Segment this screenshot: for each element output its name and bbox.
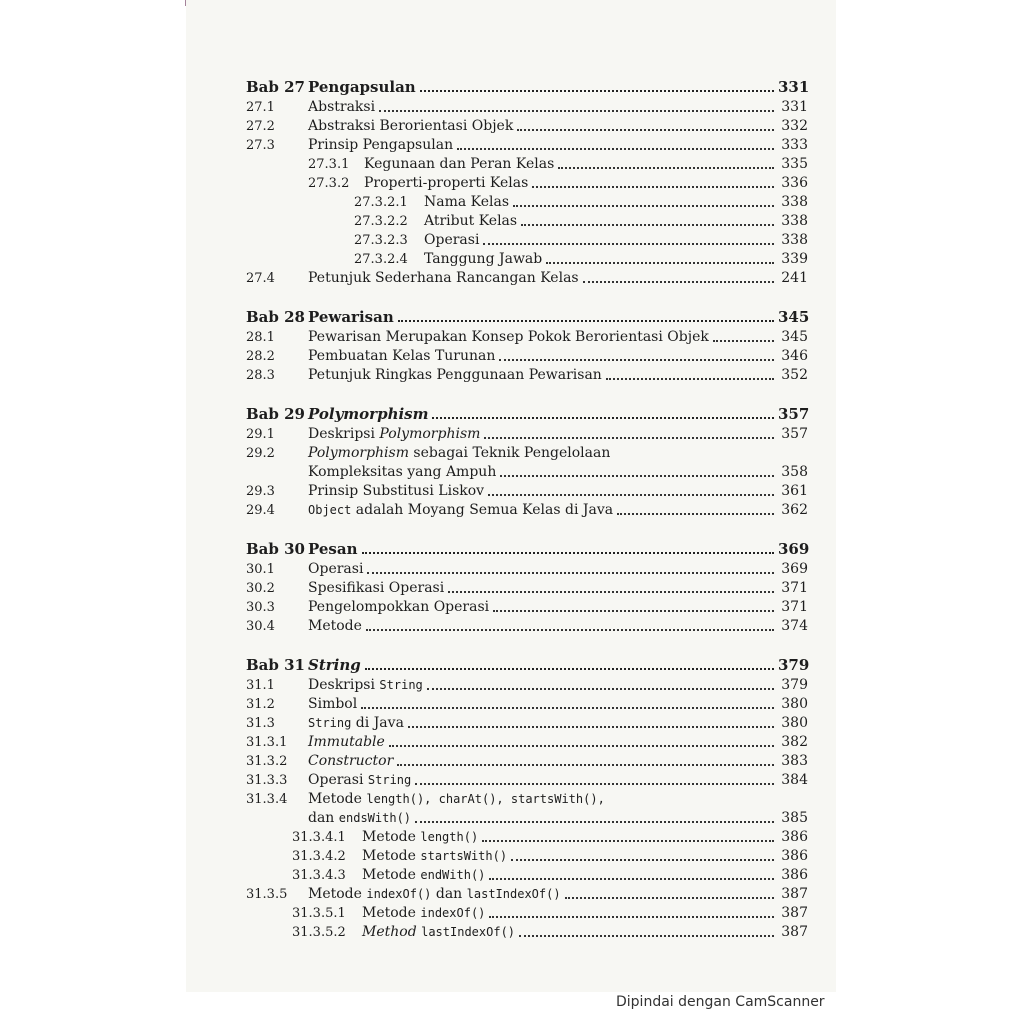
- dot-leader: [457, 148, 774, 150]
- entry-title: Abstraksi: [308, 99, 376, 115]
- toc-entry: [246, 444, 808, 463]
- chapter-31-section: [246, 656, 808, 942]
- toc-entry: [246, 790, 808, 809]
- page-number: 383: [781, 753, 808, 769]
- entry-title-continued: dan endsWith(): [308, 810, 412, 826]
- toc-entry: [246, 923, 808, 942]
- entry-number: 30.4: [246, 619, 275, 634]
- chapter-label: Bab 29: [246, 405, 305, 423]
- page-number: 369: [781, 561, 808, 577]
- toc-entry: [246, 174, 808, 193]
- dot-leader: [493, 610, 774, 612]
- toc-entry: [246, 425, 808, 444]
- entry-title: Deskripsi Polymorphism: [308, 426, 481, 442]
- dot-leader: [519, 935, 774, 937]
- page-number: 331: [778, 78, 810, 96]
- entry-title: Pembuatan Kelas Turunan: [308, 348, 496, 364]
- toc-entry: [246, 752, 808, 771]
- entry-number: 31.3.5.1: [292, 906, 346, 921]
- toc-entry: [246, 733, 808, 752]
- entry-title: Operasi: [308, 561, 364, 577]
- chapter-label: Bab 31: [246, 656, 305, 674]
- entry-title: Immutable: [308, 734, 385, 750]
- entry-title: Metode length(), charAt(), startsWith(),: [308, 791, 605, 807]
- chapter-30-section: [246, 540, 808, 636]
- dot-leader: [484, 437, 774, 439]
- entry-title: Operasi String: [308, 772, 412, 788]
- entry-title: Prinsip Substitusi Liskov: [308, 483, 485, 499]
- entry-number: 31.3.1: [246, 735, 288, 750]
- entry-title: Atribut Kelas: [424, 213, 518, 229]
- entry-number: 31.3.5: [246, 887, 288, 902]
- dot-leader: [511, 859, 774, 861]
- dot-leader: [397, 764, 774, 766]
- page-number: 352: [781, 367, 808, 383]
- entry-title: Metode indexOf() dan lastIndexOf(): [308, 886, 561, 902]
- dot-leader: [532, 186, 774, 188]
- page-number: 338: [781, 213, 808, 229]
- toc-entry: [246, 366, 808, 385]
- page-number: 369: [778, 540, 810, 558]
- chapter-label: Bab 30: [246, 540, 305, 558]
- entry-number: 27.2: [246, 119, 275, 134]
- dot-leader: [483, 243, 774, 245]
- page-number: 386: [781, 829, 808, 845]
- entry-title-continued: Kompleksitas yang Ampuh: [308, 464, 497, 480]
- dot-leader: [513, 205, 774, 207]
- entry-title: Metode: [308, 618, 362, 634]
- toc-entry: [246, 847, 808, 866]
- entry-number: 31.1: [246, 678, 275, 693]
- chapter-27-section: [246, 78, 808, 288]
- toc-entry: [246, 560, 808, 579]
- chapter-label: Bab 27: [246, 78, 305, 96]
- scanner-watermark: Dipindai dengan CamScanner: [616, 994, 825, 1010]
- entry-number: 30.1: [246, 562, 275, 577]
- entry-number: 31.3.5.2: [292, 925, 346, 940]
- page-number: 380: [781, 715, 808, 731]
- entry-title: Abstraksi Berorientasi Objek: [308, 118, 514, 134]
- entry-number: 31.3.4.3: [292, 868, 346, 883]
- entry-number: 31.3.4: [246, 792, 288, 807]
- dot-leader: [500, 475, 774, 477]
- entry-number: 29.4: [246, 503, 275, 518]
- entry-number: 28.2: [246, 349, 275, 364]
- page-number: 385: [781, 810, 808, 826]
- toc-entry: [246, 828, 808, 847]
- entry-title: Method lastIndexOf(): [362, 924, 516, 940]
- entry-title: Petunjuk Sederhana Rancangan Kelas: [308, 270, 579, 286]
- dot-leader: [379, 110, 774, 112]
- entry-title: Spesifikasi Operasi: [308, 580, 445, 596]
- dot-leader: [415, 821, 774, 823]
- page-number: 384: [781, 772, 808, 788]
- chapter-28-section: [246, 308, 808, 385]
- toc-entry: [246, 885, 808, 904]
- page-number: 345: [778, 308, 810, 326]
- page-number: 382: [781, 734, 808, 750]
- chapter-title: Pewarisan: [308, 308, 394, 326]
- entry-number: 27.3.2.1: [354, 195, 408, 210]
- toc-entry: [246, 250, 808, 269]
- entry-number: 27.3.2.3: [354, 233, 408, 248]
- page-number: 332: [781, 118, 808, 134]
- dot-leader: [448, 591, 774, 593]
- chapter-title: Pengapsulan: [308, 78, 416, 96]
- entry-title: Petunjuk Ringkas Penggunaan Pewarisan: [308, 367, 602, 383]
- page-number: 357: [781, 426, 808, 442]
- page-number: 331: [781, 99, 808, 115]
- dot-leader: [420, 90, 774, 92]
- entry-number: 27.4: [246, 271, 275, 286]
- toc-entry-continuation: [246, 463, 808, 482]
- entry-number: 27.3.2: [308, 176, 350, 191]
- page-number: 379: [778, 656, 810, 674]
- toc-entry: [246, 482, 808, 501]
- dot-leader: [713, 340, 774, 342]
- entry-title: Kegunaan dan Peran Kelas: [364, 156, 555, 172]
- entry-title: String di Java: [308, 715, 404, 731]
- chapter-title: Pesan: [308, 540, 358, 558]
- chapter-heading: [246, 656, 808, 675]
- entry-title: Metode indexOf(): [362, 905, 486, 921]
- chapter-title: Polymorphism: [308, 405, 429, 423]
- page-number: 371: [781, 580, 808, 596]
- dot-leader: [361, 707, 774, 709]
- table-of-contents: [246, 78, 808, 962]
- page-number: 336: [781, 175, 808, 191]
- dot-leader: [489, 878, 774, 880]
- dot-leader: [558, 167, 774, 169]
- entry-title: Metode endWith(): [362, 867, 486, 883]
- dot-leader: [408, 726, 774, 728]
- toc-entry: [246, 866, 808, 885]
- dot-leader: [565, 897, 774, 899]
- toc-entry: [246, 269, 808, 288]
- page-number: 346: [781, 348, 808, 364]
- toc-entry: [246, 212, 808, 231]
- chapter-label: Bab 28: [246, 308, 305, 326]
- chapter-heading: [246, 308, 808, 327]
- page-number: 387: [781, 905, 808, 921]
- book-page: [186, 0, 836, 992]
- page-number: 241: [781, 270, 808, 286]
- toc-entry: [246, 347, 808, 366]
- page-number: 362: [781, 502, 808, 518]
- page-number: 380: [781, 696, 808, 712]
- page-number: 345: [781, 329, 808, 345]
- dot-leader: [366, 629, 774, 631]
- entry-title: Nama Kelas: [424, 194, 510, 210]
- dot-leader: [389, 745, 774, 747]
- dot-leader: [499, 359, 774, 361]
- toc-entry: [246, 714, 808, 733]
- entry-number: 27.3.2.4: [354, 252, 408, 267]
- entry-number: 31.3.3: [246, 773, 288, 788]
- entry-number: 30.3: [246, 600, 275, 615]
- dot-leader: [482, 840, 774, 842]
- page-number: 379: [781, 677, 808, 693]
- page-number: 357: [778, 405, 810, 423]
- page-number: 386: [781, 848, 808, 864]
- entry-title: Simbol: [308, 696, 358, 712]
- dot-leader: [546, 262, 774, 264]
- entry-number: 27.1: [246, 100, 275, 115]
- entry-number: 31.3.4.1: [292, 830, 346, 845]
- entry-title: Properti-properti Kelas: [364, 175, 529, 191]
- entry-number: 28.1: [246, 330, 275, 345]
- dot-leader: [367, 572, 774, 574]
- toc-entry: [246, 695, 808, 714]
- toc-entry-continuation: [246, 809, 808, 828]
- page-number: 386: [781, 867, 808, 883]
- page-number: 338: [781, 232, 808, 248]
- chapter-heading: [246, 540, 808, 559]
- entry-number: 31.2: [246, 697, 275, 712]
- dot-leader: [398, 320, 774, 322]
- toc-entry: [246, 501, 808, 520]
- dot-leader: [606, 378, 774, 380]
- dot-leader: [583, 281, 774, 283]
- dot-leader: [362, 552, 775, 554]
- chapter-heading: [246, 405, 808, 424]
- entry-title: Metode startsWith(): [362, 848, 508, 864]
- dot-leader: [427, 688, 774, 690]
- entry-number: 31.3.4.2: [292, 849, 346, 864]
- page-number: 358: [781, 464, 808, 480]
- entry-title: Object adalah Moyang Semua Kelas di Java: [308, 502, 614, 518]
- entry-number: 27.3.2.2: [354, 214, 408, 229]
- chapter-heading: [246, 78, 808, 97]
- entry-number: 27.3: [246, 138, 275, 153]
- toc-entry: [246, 328, 808, 347]
- toc-entry: [246, 117, 808, 136]
- dot-leader: [432, 417, 774, 419]
- dot-leader: [365, 668, 774, 670]
- page-number: 339: [781, 251, 808, 267]
- entry-title: Deskripsi String: [308, 677, 423, 693]
- toc-entry: [246, 231, 808, 250]
- page-number: 335: [781, 156, 808, 172]
- dot-leader: [488, 494, 774, 496]
- entry-title: Tanggung Jawab: [424, 251, 543, 267]
- entry-number: 31.3.2: [246, 754, 288, 769]
- entry-title: Pengelompokkan Operasi: [308, 599, 490, 615]
- toc-entry: [246, 98, 808, 117]
- dot-leader: [517, 129, 774, 131]
- dot-leader: [521, 224, 774, 226]
- toc-entry: [246, 676, 808, 695]
- toc-entry: [246, 155, 808, 174]
- entry-number: 29.3: [246, 484, 275, 499]
- entry-title: Operasi: [424, 232, 480, 248]
- dot-leader: [617, 513, 774, 515]
- page-number: 338: [781, 194, 808, 210]
- page-number: 371: [781, 599, 808, 615]
- toc-entry: [246, 904, 808, 923]
- entry-number: 28.3: [246, 368, 275, 383]
- dot-leader: [415, 783, 774, 785]
- page-number: 387: [781, 924, 808, 940]
- entry-number: 29.1: [246, 427, 275, 442]
- toc-entry: [246, 193, 808, 212]
- toc-entry: [246, 598, 808, 617]
- dot-leader: [489, 916, 774, 918]
- toc-entry: [246, 617, 808, 636]
- entry-title: Prinsip Pengapsulan: [308, 137, 454, 153]
- entry-number: 27.3.1: [308, 157, 350, 172]
- page-number: 374: [781, 618, 808, 634]
- entry-title: Metode length(): [362, 829, 479, 845]
- entry-title: Constructor: [308, 753, 394, 769]
- toc-entry: [246, 136, 808, 155]
- chapter-title: String: [308, 656, 361, 674]
- entry-number: 29.2: [246, 446, 275, 461]
- toc-entry: [246, 771, 808, 790]
- page-number: 387: [781, 886, 808, 902]
- entry-number: 30.2: [246, 581, 275, 596]
- entry-number: 31.3: [246, 716, 275, 731]
- chapter-29-section: [246, 405, 808, 520]
- entry-title: Polymorphism sebagai Teknik Pengelolaan: [308, 445, 611, 461]
- entry-title: Pewarisan Merupakan Konsep Pokok Berorientasi Objek: [308, 329, 709, 345]
- page-number: 333: [781, 137, 808, 153]
- toc-entry: [246, 579, 808, 598]
- page-number: 361: [781, 483, 808, 499]
